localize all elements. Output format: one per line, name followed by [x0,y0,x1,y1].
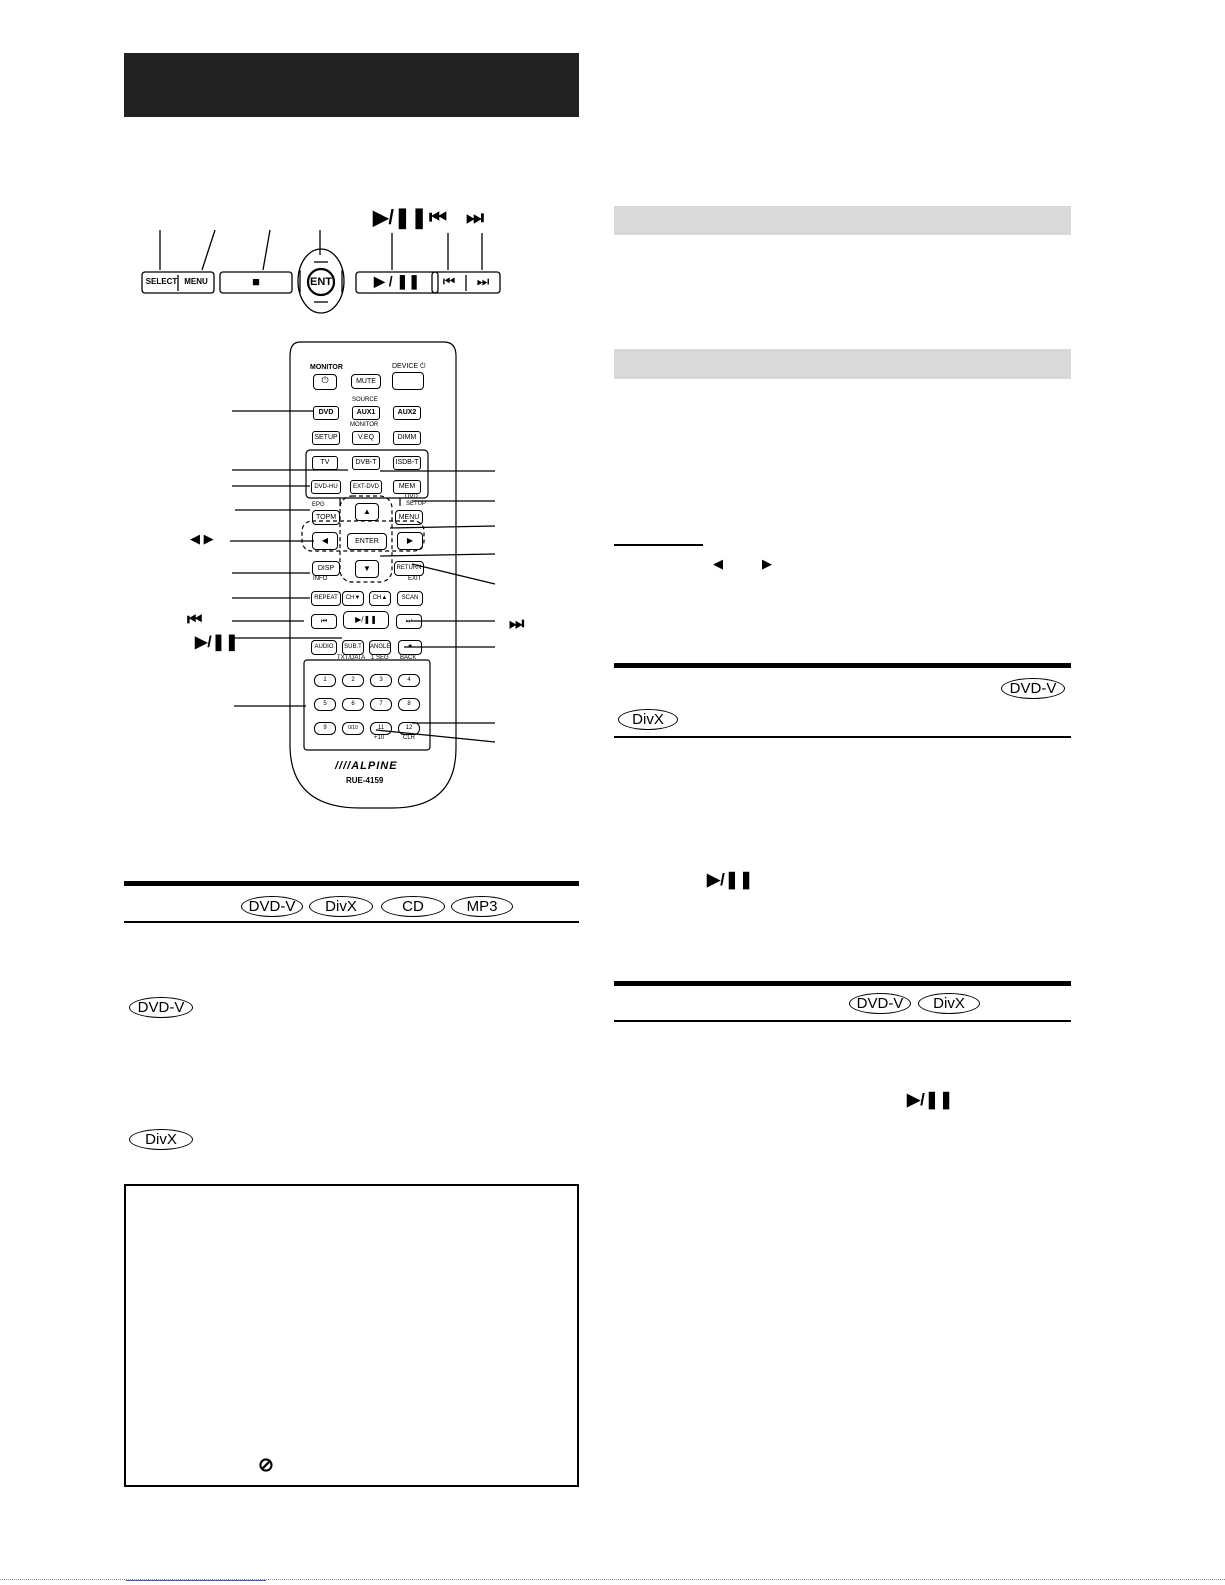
right2-play-pause-icon: ▶/❚❚ [907,1090,954,1109]
num-4[interactable]: 4 [398,674,420,687]
badge-cd: CD [381,896,445,917]
mem-button[interactable]: MEM [393,480,421,494]
dvdhu-button[interactable]: DVD-HU [311,480,341,494]
monitor-label: MONITOR [310,364,343,371]
return-button[interactable]: RETURN [394,561,424,576]
num-7[interactable]: 7 [370,698,392,711]
callout-arrows-icon: ◀ ▶ [190,531,214,546]
badge-mp3: MP3 [451,896,513,917]
remote-stop-button[interactable]: ■ [398,640,422,655]
num-5[interactable]: 5 [314,698,336,711]
veq-button[interactable]: V.EQ [352,431,380,445]
remote-prev-button[interactable]: ⏮ [311,614,337,629]
ent-button[interactable]: ENT [310,276,332,288]
dvd-button[interactable]: DVD [313,406,339,420]
left-section-top-rule [124,881,579,886]
note-box [124,1184,579,1487]
subt-button[interactable]: SUB.T [342,640,364,655]
right2-badge-dvdv: DVD-V [849,993,911,1014]
head-unit-diagram [130,225,510,315]
monitor-power-button[interactable]: ⏻ [313,374,337,390]
source-label: SOURCE [352,397,378,403]
info-label: INFO [313,576,328,582]
setup-button[interactable]: SETUP [312,431,340,445]
top-play-pause-symbol: ▶/❚❚ [373,207,428,229]
remote-next-button[interactable]: ⏭ [396,614,422,629]
num-2[interactable]: 2 [342,674,364,687]
right-section1-top-rule [614,663,1071,668]
disp-button[interactable]: DISP [312,561,340,576]
enter-button[interactable]: ENTER [347,533,387,550]
hint-underline [614,544,703,546]
repeat-button[interactable]: REPEAT [311,591,341,606]
brand-logo: ////ALPINE [335,760,398,772]
right-section2-bottom-rule [614,1020,1071,1022]
select-button[interactable]: SELECT [145,277,178,286]
right-badge-divx: DivX [618,709,678,730]
isdbt-button[interactable]: ISDB-T [393,456,421,470]
extdvd-button[interactable]: EXT-DVD [350,480,382,494]
play-pause-button[interactable]: ▶ / ❚❚ [374,273,420,289]
left-section-bottom-rule [124,921,579,923]
badge-divx: DivX [309,896,373,917]
num-8[interactable]: 8 [398,698,420,711]
right-section2-top-rule [614,981,1071,986]
hint-right-arrow-icon: ▶ [762,556,772,571]
callout-next-icon: ⏭ [509,614,525,633]
dvd-menu-button[interactable]: MENU [395,510,423,525]
plus10-label: +10 [374,735,385,741]
right2-badge-divx: DivX [918,993,980,1014]
back-label: BACK [400,655,417,661]
dvd-setup-label-2: SETUP [406,501,427,507]
num-0-10[interactable]: 0/10 [342,722,364,735]
remote-play-pause-button[interactable]: ▶/❚❚ [343,611,389,629]
callout-play-pause-icon: ▶/❚❚ [195,634,239,651]
num-11[interactable]: 11 [370,722,392,735]
footer-link-underline [126,1580,266,1581]
tv-button[interactable]: TV [312,456,338,470]
model-label: RUE-4159 [346,776,384,785]
audio-button[interactable]: AUDIO [311,640,337,655]
remote-control [230,338,540,818]
device-label: DEVICE ⏻ [392,363,426,370]
num-12[interactable]: 12 [398,722,420,735]
mute-button[interactable]: MUTE [351,374,381,389]
page-title-bar [124,53,579,117]
right-section1-bottom-rule [614,736,1071,738]
badge-dvdv-item: DVD-V [129,997,193,1018]
aux1-button[interactable]: AUX1 [352,406,380,420]
oneseg-label: 1 SEG [371,655,389,661]
num-9[interactable]: 9 [314,722,336,735]
next-button[interactable]: ⏭ [476,273,490,289]
num-3[interactable]: 3 [370,674,392,687]
epg-label: EPG [312,502,325,508]
menu-button[interactable]: MENU [184,277,208,286]
scan-button[interactable]: SCAN [397,591,423,606]
right-badge-dvdv: DVD-V [1001,678,1065,699]
up-button[interactable]: ▲ [355,503,379,521]
badge-dvdv: DVD-V [241,896,303,917]
hint-left-arrow-icon: ◀ [713,556,723,571]
down-button[interactable]: ▼ [355,560,379,578]
prev-button[interactable]: ⏮ [442,273,456,289]
dimm-button[interactable]: DIMM [393,431,421,445]
top-prev-symbol: ⏮ [429,207,447,229]
left-button[interactable]: ◀ [312,532,338,550]
right-button[interactable]: ▶ [397,532,423,550]
device-power-button[interactable] [392,372,424,390]
exit-label: EXIT [408,576,422,582]
num-1[interactable]: 1 [314,674,336,687]
ch-down-button[interactable]: CH▼ [342,591,364,606]
angle-button[interactable]: ANGLE [369,640,391,655]
right-gray-bar-2 [614,349,1071,379]
badge-divx-item: DivX [129,1129,193,1150]
top-next-symbol: ⏭ [466,207,484,229]
right-gray-bar-1 [614,206,1071,235]
clr-label: CLR [403,735,416,741]
topm-button[interactable]: TOPM [312,510,340,525]
prohibit-icon: ⊘ [258,1455,274,1476]
aux2-button[interactable]: AUX2 [393,406,421,420]
dvbt-button[interactable]: DVB-T [352,456,380,470]
monitor-group-label: MONITOR [350,422,379,428]
ch-up-button[interactable]: CH▲ [369,591,391,606]
dvd-setup-label-1: DVD [405,494,418,500]
num-6[interactable]: 6 [342,698,364,711]
stop-button[interactable]: ■ [252,274,260,289]
callout-prev-icon: ⏮ [187,610,203,629]
right-play-pause-icon: ▶/❚❚ [707,870,754,889]
txtdata-label: TXT/DATA [337,655,366,661]
